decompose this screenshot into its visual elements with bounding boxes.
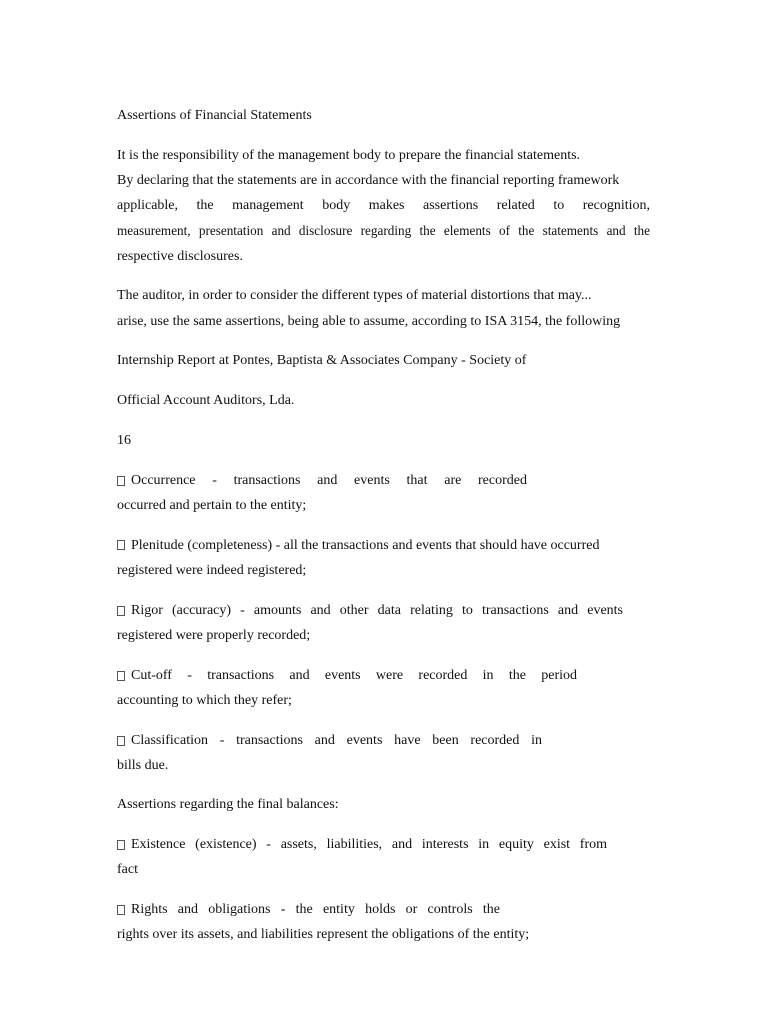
list-item-text: Rigor (accuracy) - amounts and other data relating to transactions and events [131, 603, 623, 618]
checkbox-bullet-icon [117, 540, 125, 550]
list-item [117, 836, 607, 854]
list-item [117, 602, 623, 620]
checkbox-bullet-icon [117, 736, 125, 746]
list-item-text: Cut-off - transactions and events were recorded in the period [131, 668, 577, 683]
list-item-continuation: accounting to which they refer; [117, 693, 292, 708]
paragraph-line: It is the responsibility of the management body to prepare the financial statements. [117, 148, 581, 163]
page-number: 16 [117, 433, 131, 448]
list-item-text: Rights and obligations - the entity holds or controls the [131, 902, 500, 917]
paragraph-line: measurement, presentation and disclosure regarding the elements of the statements and the [117, 223, 650, 238]
paragraph-line: By declaring that the statements are in accordance with the financial reporting framework [117, 173, 620, 188]
list-item-continuation: rights over its assets, and liabilities represent the obligations of the entity; [117, 927, 530, 942]
paragraph-line: respective disclosures. [117, 249, 243, 264]
list-item [117, 732, 542, 750]
footer-text: Official Account Auditors, Lda. [117, 393, 295, 408]
checkbox-bullet-icon [117, 840, 125, 850]
checkbox-bullet-icon [117, 905, 125, 915]
checkbox-bullet-icon [117, 671, 125, 681]
list-item-continuation: bills due. [117, 758, 169, 773]
paragraph-line: arise, use the same assertions, being able to assume, according to ISA 3154, the following [117, 314, 621, 329]
subsection-heading: Assertions regarding the final balances: [117, 797, 339, 812]
checkbox-bullet-icon [117, 476, 125, 486]
list-item-continuation: occurred and pertain to the entity; [117, 498, 307, 513]
checkbox-bullet-icon [117, 606, 125, 616]
list-item-continuation: fact [117, 862, 138, 877]
list-item-text: Plenitude (completeness) - all the transactions and events that should have occurred [131, 538, 600, 553]
list-item-continuation: registered were properly recorded; [117, 628, 311, 643]
section-heading: Assertions of Financial Statements [117, 108, 312, 123]
list-item [117, 667, 577, 685]
list-item [117, 901, 500, 919]
list-item-text: Occurrence - transactions and events that are recorded [131, 473, 527, 488]
list-item-continuation: registered were indeed registered; [117, 563, 307, 578]
paragraph-line: The auditor, in order to consider the different types of material distortions that may... [117, 288, 592, 303]
list-item-text: Classification - transactions and events have been recorded in [131, 733, 542, 748]
list-item-text: Existence (existence) - assets, liabilities, and interests in equity exist from [131, 837, 607, 852]
paragraph-line: applicable, the management body makes assertions related to recognition, [117, 198, 650, 213]
list-item [117, 537, 599, 555]
footer-text: Internship Report at Pontes, Baptista & Associates Company - Society of [117, 353, 527, 368]
list-item [117, 472, 527, 490]
